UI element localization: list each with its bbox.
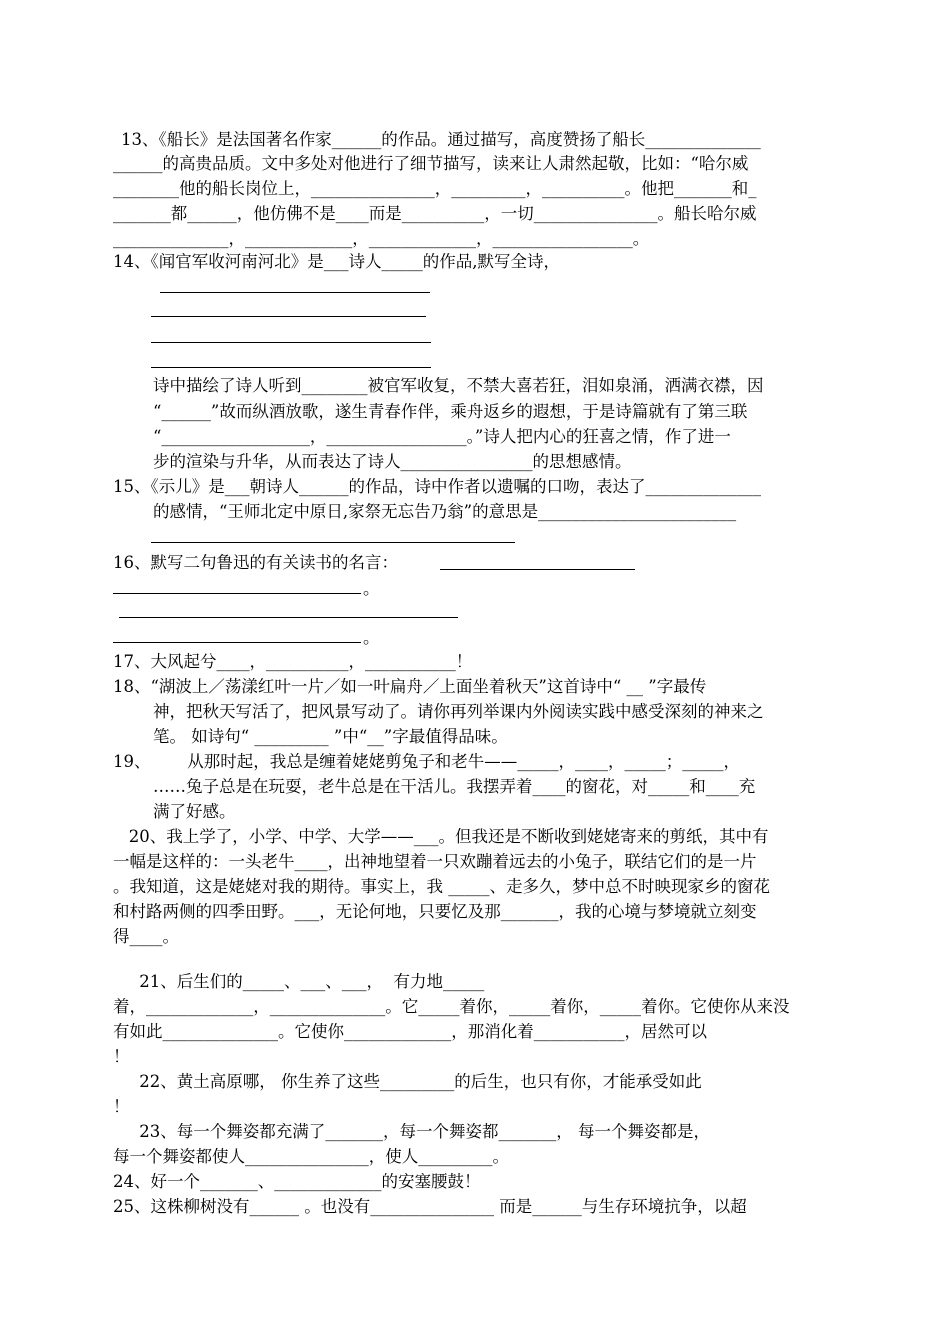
q16-answer-line-1 — [440, 569, 635, 570]
q23-line-2: 每一个舞姿都使人_______________，使人_________。 — [113, 1147, 509, 1166]
q21-line-4: ！ — [113, 1047, 130, 1066]
q25-line: 25、这株柳树没有______ 。也没有_______________ 而是______与生存环境抗争，以超 — [113, 1197, 747, 1216]
q20-line-4: 和村路两侧的四季田野。___，无论何地，只要忆及那_______，我的心境与梦境就立刻变 — [113, 902, 757, 921]
q13-line-5: ______________，_____________，_____________，_________________。 — [113, 229, 650, 248]
q16-period-1: 。 — [363, 579, 380, 598]
q19-line-3: 满了好感。 — [153, 802, 236, 821]
q22-line-2: ！ — [113, 1097, 130, 1116]
q21-line-3: 有如此______________。它使你_____________，那消化着___________，居然可以 — [113, 1022, 707, 1041]
q18-line-3: 笔。 如诗句“ _________ ”中“__”字最值得品味。 — [153, 727, 508, 746]
q16-answer-line-4 — [113, 642, 361, 643]
q16-line-1: 16、默写二句鲁迅的有关读书的名言： — [113, 553, 398, 572]
q18-line-1: 18、“湖波上／荡漾红叶一片／如一叶扁舟／上面坐着秋天”这首诗中“ __ ”字最传 — [113, 677, 707, 696]
q20-line-5: 得____。 — [113, 927, 179, 946]
q16-answer-line-3 — [119, 617, 458, 618]
q21-line-2: 着，_____________，______________。它_____着你，_____着你，_____着你。它使你从来没 — [113, 997, 790, 1016]
q22-line-1: 22、黄土高原哪， 你生养了这些_________的后生，也只有你，才能承受如此 — [113, 1072, 702, 1091]
q14-line-4: “__________________，_________________。”诗人把内心的狂喜之情，作了进一 — [153, 427, 731, 446]
q20-line-2: 一幅是这样的：一头老牛____，出神地望着一只欢蹦着远去的小兔子，联结它们的是一片 — [113, 852, 757, 871]
poem-answer-line-3 — [151, 342, 431, 343]
q14-line-2: 诗中描绘了诗人听到________被官军收复，不禁大喜若狂，泪如泉涌，洒满衣襟，因 — [153, 376, 764, 395]
q18-line-2: 神，把秋天写活了，把风景写动了。请你再列举课内外阅读实践中感受深刻的神来之 — [153, 702, 764, 721]
q14-line-3: “______”故而纵酒放歌，遂生青春作伴，乘舟返乡的遐想，于是诗篇就有了第三联 — [153, 402, 748, 421]
q13-line-3: ________他的船长岗位上，_______________，_________，__________。他把_______和_ — [113, 179, 757, 198]
q15-answer-line — [151, 542, 515, 543]
poem-answer-line-4 — [151, 367, 431, 368]
q23-line-1: 23、每一个舞姿都充满了_______，每一个舞姿都_______， 每一个舞姿都是， — [113, 1122, 710, 1141]
q15-line-1: 15、《示儿》是___朝诗人______的作品，诗中作者以遗嘱的口吻，表达了______________ — [113, 477, 761, 496]
q16-answer-line-2 — [113, 593, 361, 594]
q16-period-2: 。 — [363, 628, 380, 647]
poem-answer-line-2 — [151, 316, 426, 317]
q15-line-2: 的感情，“王师北定中原日,家祭无忘告乃翁”的意思是________________________ — [153, 502, 737, 521]
q13-line-2: ______的高贵品质。文中多处对他进行了细节描写，读来让人肃然起敬，比如：“哈尔威 — [113, 154, 749, 173]
q19-line-2: ……兔子总是在玩耍，老牛总是在干活儿。我摆弄着____的窗花，对_____和____充 — [153, 777, 756, 796]
q14-line-1: 14、《闻官军收河南河北》是___诗人_____的作品,默写全诗， — [113, 252, 560, 271]
poem-answer-line-1 — [160, 292, 430, 293]
q14-line-5: 步的渲染与升华，从而表达了诗人________________的思想感情。 — [153, 452, 632, 471]
q21-line-1: 21、后生们的_____、___、___， 有力地_____ — [113, 972, 485, 991]
q13-line-1: 13、《船长》是法国著名作家______的作品。通过描写，高度赞扬了船长______________ — [121, 130, 761, 149]
q19-line-1: 19、 从那时起，我总是缠着姥姥剪兔子和老牛——_____，____，_____；_____， — [113, 752, 740, 771]
q20-line-3: 。我知道，这是姥姥对我的期待。事实上，我 _____、走多久，梦中总不时映现家乡的窗花 — [113, 877, 770, 896]
q24-line: 24、好一个_______、_____________的安塞腰鼓！ — [113, 1172, 481, 1191]
q20-line-1: 20、我上学了，小学、中学、大学——___。但我还是不断收到姥姥寄来的剪纸，其中有 — [113, 827, 769, 846]
q17-line: 17、大风起兮____，__________，___________！ — [113, 652, 473, 671]
q13-line-4: _______都______，他仿佛不是____而是__________，一切_______________。船长哈尔威 — [113, 204, 757, 223]
